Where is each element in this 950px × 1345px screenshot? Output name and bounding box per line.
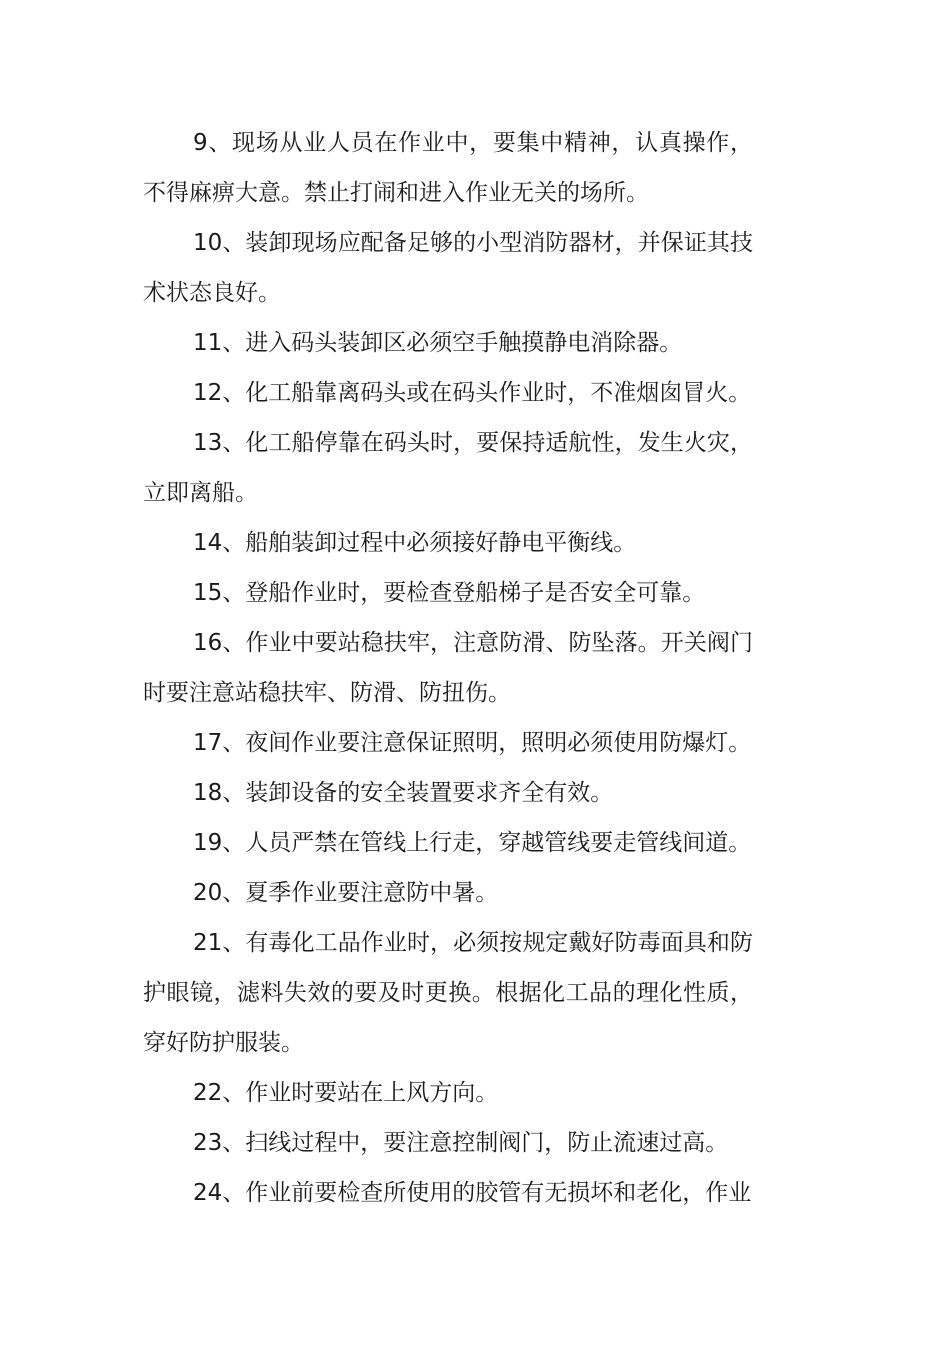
paragraph-item-13: 13、化工船停靠在码头时，要保持适航性，发生火灾，立即离船。 xyxy=(143,430,753,506)
paragraph-item-19: 19、人员严禁在管线上行走，穿越管线要走管线间道。 xyxy=(193,830,752,856)
paragraph-item-20: 20、夏季作业要注意防中暑。 xyxy=(193,880,499,906)
paragraph-item-10: 10、装卸现场应配备足够的小型消防器材，并保证其技术状态良好。 xyxy=(143,230,753,306)
paragraph-item-24: 24、作业前要检查所使用的胶管有无损坏和老化，作业 xyxy=(193,1180,752,1206)
document-body xyxy=(143,118,753,1218)
paragraph-item-11: 11、进入码头装卸区必须空手触摸静电消除器。 xyxy=(193,330,683,356)
paragraph-item-17: 17、夜间作业要注意保证照明，照明必须使用防爆灯。 xyxy=(193,730,752,756)
paragraph-item-9: 9、现场从业人员在作业中，要集中精神，认真操作，不得麻痹大意。禁止打闹和进入作业无关的场所。 xyxy=(143,130,753,206)
paragraph-item-18: 18、装卸设备的安全装置要求齐全有效。 xyxy=(193,780,614,806)
paragraph-item-22: 22、作业时要站在上风方向。 xyxy=(193,1080,499,1106)
paragraph-item-16: 16、作业中要站稳扶牢，注意防滑、防坠落。开关阀门时要注意站稳扶牢、防滑、防扭伤。 xyxy=(143,630,753,706)
paragraph-item-12: 12、化工船靠离码头或在码头作业时，不准烟囱冒火。 xyxy=(193,380,752,406)
paragraph-item-14: 14、船舶装卸过程中必须接好静电平衡线。 xyxy=(193,530,637,556)
paragraph-item-15: 15、登船作业时，要检查登船梯子是否安全可靠。 xyxy=(193,580,706,606)
paragraph-item-21: 21、有毒化工品作业时，必须按规定戴好防毒面具和防护眼镜，滤料失效的要及时更换。根据化工品的理化性质，穿好防护服装。 xyxy=(143,930,753,1056)
paragraph-item-23: 23、扫线过程中，要注意控制阀门，防止流速过高。 xyxy=(193,1130,729,1156)
